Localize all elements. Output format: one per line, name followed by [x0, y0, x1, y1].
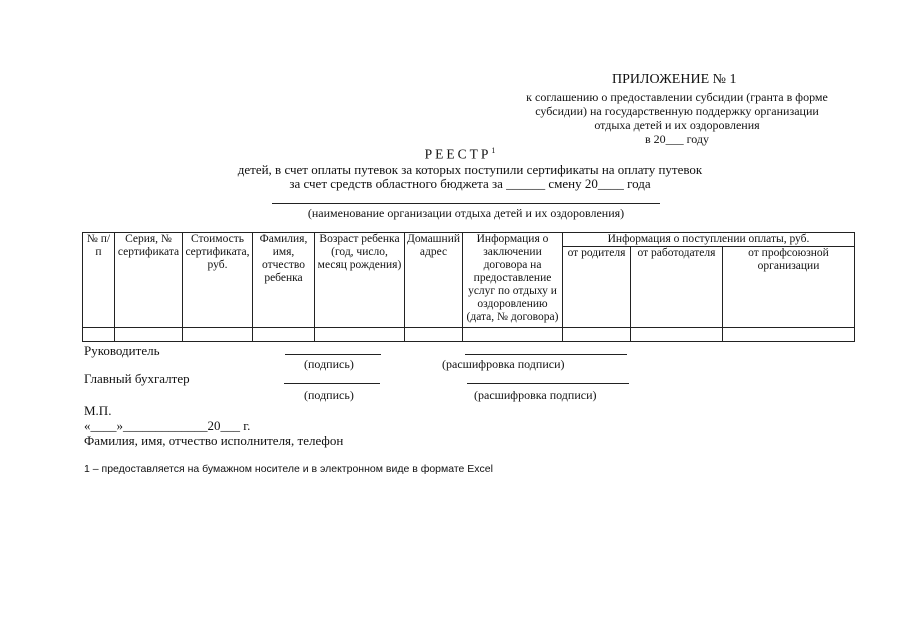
registry-subtitle-1: детей, в счет оплаты путевок за которых поступили сертификаты на оплату путевок: [237, 162, 703, 177]
header-address: Домашний адрес: [405, 233, 463, 328]
cell-cost: [183, 328, 253, 342]
head-decode-caption: (расшифровка подписи): [442, 357, 565, 371]
executor-label: Фамилия, имя, отчество исполнителя, телефон: [84, 433, 344, 448]
accountant-decode-line: [467, 383, 629, 384]
header-series: Серия, № сертификата: [115, 233, 183, 328]
accountant-sign-caption: (подпись): [304, 388, 354, 402]
cell-child-name: [253, 328, 315, 342]
header-child-age: Возраст ребенка (год, число, месяц рождения): [315, 233, 405, 328]
appendix-line-1: к соглашению о предоставлении субсидии (гранта в форме: [526, 90, 828, 104]
head-decode-line: [465, 354, 627, 355]
accountant-decode-caption: (расшифровка подписи): [474, 388, 597, 402]
accountant-label: Главный бухгалтер: [84, 371, 190, 386]
registry-table: [82, 232, 855, 342]
stamp-label: М.П.: [84, 403, 112, 418]
appendix-line-3: отдыха детей и их оздоровления: [594, 118, 760, 132]
head-signature-line: [285, 354, 381, 355]
header-contract-info: Информация о заключении договора на предоставление услуг по отдыху и оздоровлению (дата, № договора): [463, 233, 563, 328]
header-number: № п/п: [83, 233, 115, 328]
footnote-mark: 1: [491, 146, 496, 155]
cell-series: [115, 328, 183, 342]
head-sign-caption: (подпись): [304, 357, 354, 371]
registry-title: [400, 146, 520, 163]
appendix-line-4: в 20___ году: [644, 132, 710, 146]
header-from-employer: от работодателя: [631, 247, 723, 328]
cell-child-age: [315, 328, 405, 342]
registry-title-text: РЕЕСТР: [424, 146, 492, 162]
header-child-name: Фамилия, имя, отчество ребенка: [253, 233, 315, 328]
accountant-signature-line: [284, 383, 380, 384]
header-cost: Стоимость сертификата, руб.: [183, 233, 253, 328]
organization-name-line: [272, 203, 660, 204]
header-from-parent: от родителя: [563, 247, 631, 328]
header-payment-group: Информация о поступлении оплаты, руб.: [563, 233, 855, 247]
header-from-union: от профсоюзной организации: [723, 247, 855, 328]
table-row: [83, 328, 855, 342]
cell-from-union: [723, 328, 855, 342]
registry-subtitle-2: за счет средств областного бюджета за ______ смену 20____ года: [289, 176, 651, 191]
table-header-row: [83, 233, 855, 247]
cell-number: [83, 328, 115, 342]
head-label: Руководитель: [84, 343, 160, 358]
cell-from-employer: [631, 328, 723, 342]
cell-address: [405, 328, 463, 342]
cell-contract-info: [463, 328, 563, 342]
footnote: 1 – предоставляется на бумажном носителе и в электронном виде в формате Excel: [84, 463, 493, 475]
appendix-line-2: субсидии) на государственную поддержку организации: [535, 104, 819, 118]
organization-caption: (наименование организации отдыха детей и их оздоровления): [307, 206, 625, 220]
appendix-title: ПРИЛОЖЕНИЕ № 1: [612, 72, 737, 87]
date-line: «____»_____________20___ г.: [84, 418, 251, 433]
cell-from-parent: [563, 328, 631, 342]
